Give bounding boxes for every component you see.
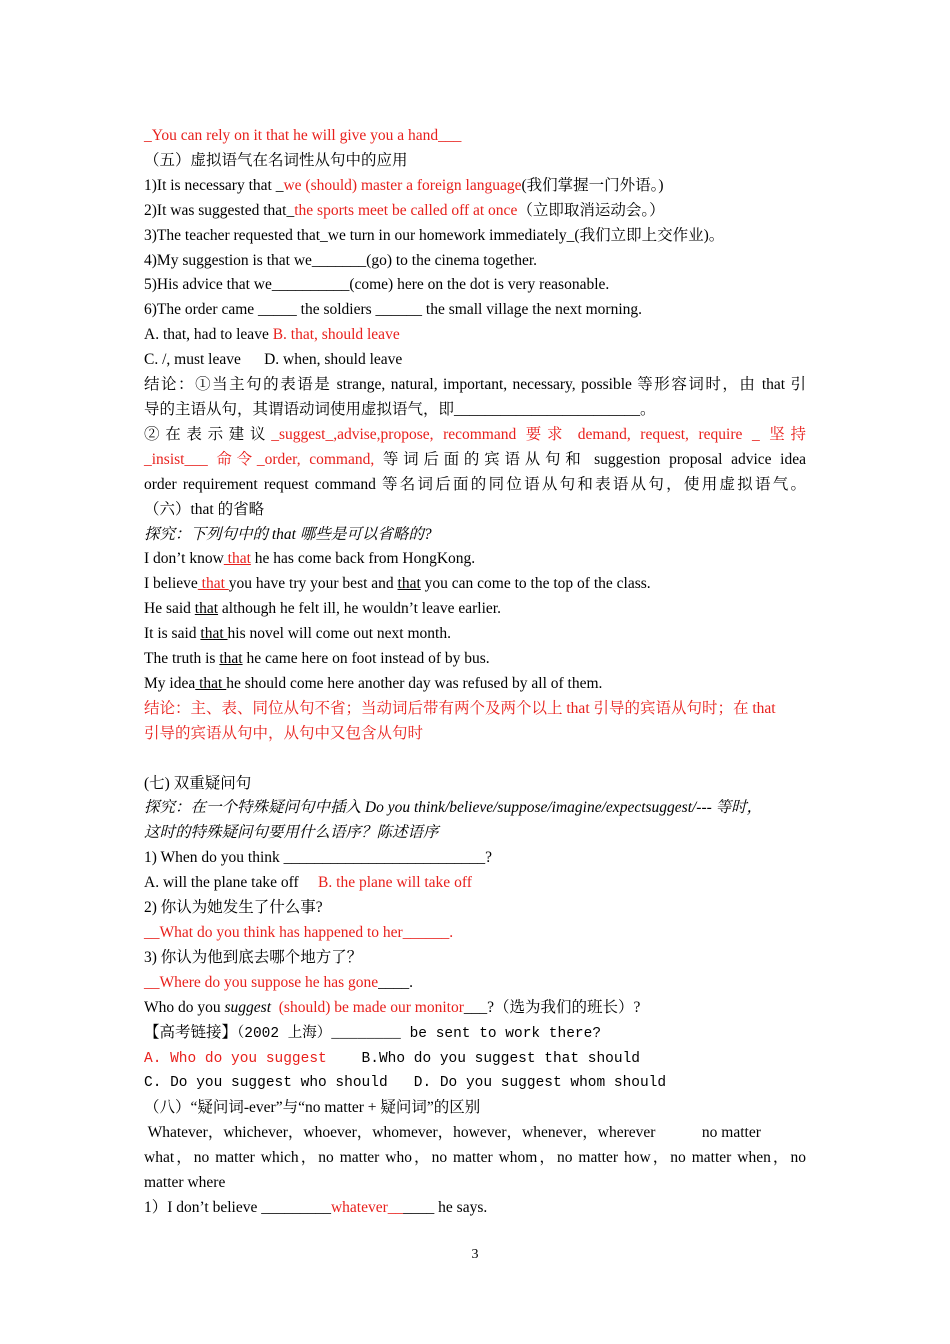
- conclusion-red: 结论：主、表、同位从句不省；当动词后带有两个及两个以上 that 引导的宾语从句时；在 that: [144, 699, 776, 717]
- exercise-line-6: 6)The order came _____ the soldiers ______ the small village the next morning.: [144, 301, 643, 319]
- body-line: Whatever，whichever，whoever，whomever，however，whenever，wherever no matter: [144, 1124, 761, 1142]
- exercise-line-5: 5)His advice that we__________(come) here on the dot is very reasonable.: [144, 276, 610, 294]
- underlined-that: that: [219, 650, 243, 668]
- answer-line: __Where do you suppose he has gone____.: [144, 973, 414, 991]
- choice-line: A. will the plane take off B. the plane will take off: [144, 874, 472, 892]
- section-heading-8: （八）“疑问词-ever”与“no matter + 疑问词”的区别: [144, 1099, 481, 1117]
- example-sentence: The truth is that he came here on foot instead of by bus.: [144, 650, 490, 668]
- page-number: 3: [471, 1247, 479, 1262]
- answer-line: __What do you think has happened to her______.: [144, 923, 454, 941]
- inquiry-line: 探究：在一个特殊疑问句中插入 Do you think/believe/suppose/imagine/expectsuggest/--- 等时，: [144, 799, 763, 817]
- answer-text: we (should) master a foreign language: [283, 176, 522, 194]
- exercise-line-3: 3)The teacher requested that_we turn in our homework immediately_(我们立即上交作业)。: [144, 226, 725, 244]
- exercise-line: 3) 你认为他到底去哪个地方了？: [144, 948, 363, 966]
- choice-line: A. Who do you suggest B.Who do you suggest that should: [144, 1050, 640, 1067]
- conclusion-line: _insist___ 命令_order, command, 等词后面的宾语从句和 suggestion proposal advice idea: [144, 450, 806, 468]
- example-sentence: It is said that his novel will come out next month.: [144, 625, 451, 643]
- section-heading-5: （五）虚拟语气在名词性从句中的应用: [144, 151, 408, 169]
- underlined-that: that: [197, 575, 229, 593]
- blank-line: [144, 747, 806, 772]
- answer-text: _insist___ 命令_order, command,: [144, 450, 375, 468]
- choice-line-cd: C. /, must leave D. when, should leave: [144, 351, 403, 369]
- underlined-that: that: [194, 600, 219, 618]
- choice-line-ab: A. that, had to leave B. that, should leave: [144, 326, 400, 344]
- exercise-line-4: 4)My suggestion is that we_______(go) to the cinema together.: [144, 251, 538, 269]
- document-body: [144, 124, 806, 1221]
- exercise-line: Who do you suggest (should) be made our monitor___?（选为我们的班长）?: [144, 998, 641, 1016]
- underlined-that: that: [195, 674, 227, 692]
- section-heading-6: （六）that 的省略: [144, 500, 265, 518]
- answer-choice: A. Who do you suggest: [144, 1050, 327, 1067]
- underlined-that: that: [397, 575, 421, 593]
- conclusion-line: ②在表示建议_suggest_,advise,propose, recommand 要求 demand, request, require _ 坚持: [144, 425, 806, 443]
- conclusion-red: 引导的宾语从句中，从句中又包含从句时: [144, 724, 424, 742]
- body-line: what，no matter which，no matter who，no matter whom，no matter how，no matter when，no: [144, 1149, 806, 1167]
- inquiry-line: 这时的特殊疑问句要用什么语序？陈述语序: [144, 824, 439, 842]
- exercise-line: 2) 你认为她发生了什么事?: [144, 899, 323, 917]
- example-sentence: I believe that you have try your best and that you can come to the top of the class.: [144, 575, 651, 593]
- example-sentence: He said that although he felt ill, he wouldn’t leave earlier.: [144, 600, 501, 618]
- exercise-line: 1) When do you think __________________________?: [144, 849, 493, 867]
- conclusion-line: order requirement request command 等名词后面的同位语从句和表语从句，使用虚拟语气。: [144, 475, 806, 493]
- conclusion-line: 导的主语从句，其谓语动词使用虚拟语气，即________________________。: [144, 400, 656, 418]
- answer-choice: B. that, should leave: [272, 326, 400, 344]
- exam-link-line: 【高考链接】（2002 上海）________ be sent to work there?: [144, 1023, 602, 1042]
- body-line: matter where: [144, 1174, 226, 1192]
- answer-choice: B. the plane will take off: [318, 874, 472, 892]
- example-sentence: My idea that he should come here another day was refused by all of them.: [144, 674, 603, 692]
- underlined-that: that: [223, 550, 251, 568]
- conclusion-line: 结论：①当主句的表语是 strange, natural, important, necessary, possible 等形容词时，由 that 引: [144, 376, 806, 394]
- answer-text: _suggest_,advise,propose, recommand 要求 demand, request, require _ 坚持: [271, 425, 806, 443]
- underlined-that: that: [200, 625, 228, 643]
- answer-text: (should) be made our monitor: [271, 998, 464, 1016]
- section-heading-7: (七) 双重疑问句: [144, 774, 252, 792]
- exercise-line-2: 2)It was suggested that_the sports meet be called off at once（立即取消运动会。）: [144, 201, 665, 219]
- exercise-line: 1）I don’t believe _________whatever______ he says.: [144, 1198, 488, 1216]
- answer-text: whatever__: [330, 1198, 404, 1216]
- answer-line: _You can rely on it that he will give you a hand___: [144, 127, 462, 144]
- exercise-line-1: 1)It is necessary that _we (should) master a foreign language(我们掌握一门外语。): [144, 176, 664, 194]
- inquiry-line: 探究：下列句中的 that 哪些是可以省略的?: [144, 525, 432, 543]
- choice-line: C. Do you suggest who should D. Do you suggest whom should: [144, 1075, 667, 1092]
- example-sentence: I don’t know that he has come back from HongKong.: [144, 550, 476, 568]
- answer-text: the sports meet be called off at once: [294, 201, 518, 219]
